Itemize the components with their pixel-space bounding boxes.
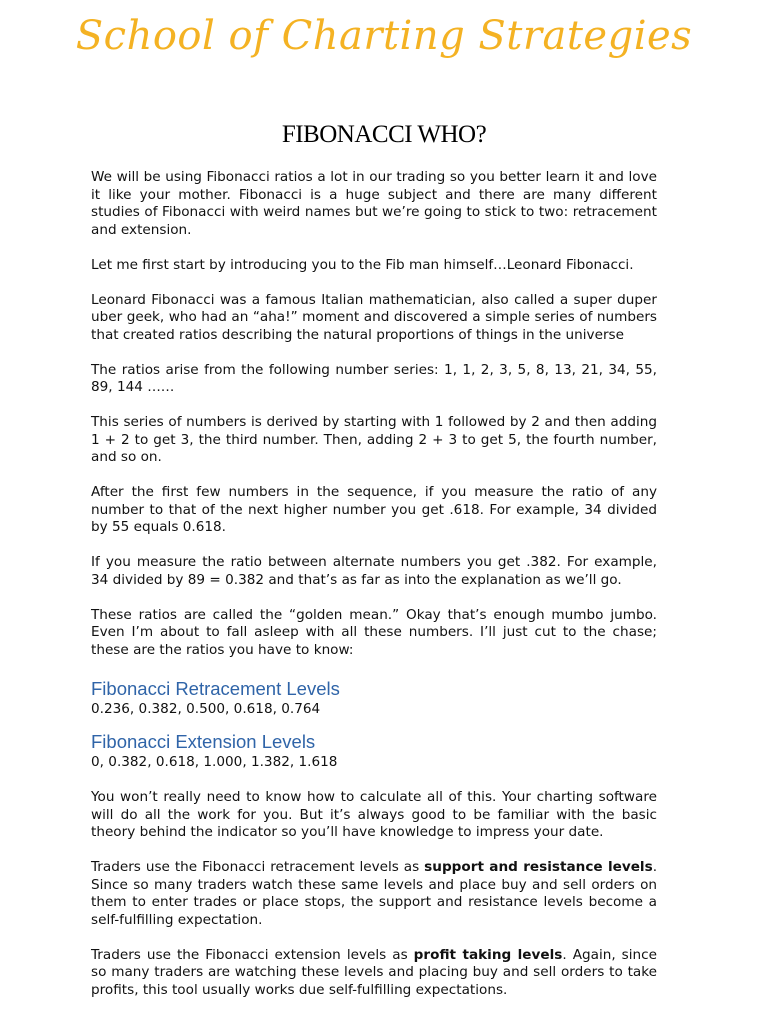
ratio-382-paragraph: If you measure the ratio between alternate numbers you get .382. For example, 34 divided by 89 = 0.382 and that’s as far as into the explanation as we’ll go. xyxy=(91,554,657,588)
retracement-levels: 0.236, 0.382, 0.500, 0.618, 0.764 xyxy=(91,700,321,717)
retracement-use-text-before: Traders use the Fibonacci retracement levels as xyxy=(91,859,425,875)
golden-mean-paragraph: These ratios are called the “golden mean.” Okay that’s enough mumbo jumbo. Even I’m about to fall asleep with all these numbers. I’ll just cut to the chase; these are the ratios you have to know: xyxy=(91,606,657,658)
series-derivation-paragraph: This series of numbers is derived by starting with 1 followed by 2 and then adding 1 + 2 to get 3, the third number. Then, adding 2 + 3 to get 5, the fourth number, and so on. xyxy=(91,414,657,465)
extension-heading: Fibonacci Extension Levels xyxy=(91,731,316,752)
extension-use-paragraph xyxy=(91,947,657,1000)
software-paragraph: You won’t really need to know how to calculate all of this. Your charting software will do all the work for you. But it’s always good to be familiar with the basic theory behind the indicator so you’ll have knowledge to impress your date. xyxy=(91,789,657,840)
leonard-paragraph: Leonard Fibonacci was a famous Italian mathematician, also called a super duper uber geek, who had an “aha!” moment and discovered a simple series of numbers that created ratios describing the natural proportions of things in the universe xyxy=(91,291,657,343)
retracement-use-paragraph xyxy=(91,859,657,929)
ratio-618-paragraph: After the first few numbers in the sequence, if you measure the ratio of any number to that of the next higher number you get .618. For example, 34 divided by 55 equals 0.618. xyxy=(91,484,657,535)
article-body xyxy=(91,169,657,1017)
brand-logo: School of Charting Strategies xyxy=(75,13,693,59)
number-series-paragraph: The ratios arise from the following number series: 1, 1, 2, 3, 5, 8, 13, 21, 34, 55, 89, 144 …… xyxy=(91,361,657,395)
extension-levels: 0, 0.382, 0.618, 1.000, 1.382, 1.618 xyxy=(91,754,338,770)
extension-use-emphasis: profit taking levels xyxy=(413,946,563,963)
extension-use-text-after: . Again, since so many traders are watching these levels and placing buy and sell orders to take profits, this tool usually works due self-fulfilling expectations. xyxy=(91,946,657,998)
retracement-heading: Fibonacci Retracement Levels xyxy=(91,677,340,699)
extension-use-text-before: Traders use the Fibonacci extension levels as xyxy=(91,946,414,963)
fib-man-paragraph: Let me first start by introducing you to the Fib man himself…Leonard Fibonacci. xyxy=(91,256,634,273)
retracement-use-emphasis: support and resistance levels xyxy=(424,859,653,875)
page-title: FIBONACCI WHO? xyxy=(281,121,487,148)
intro-paragraph: We will be using Fibonacci ratios a lot in our trading so you better learn it and love it like your mother. Fibonacci is a huge subject and there are many different studies of Fibonacci with weird names but we’re going to stick to two: retracement and extension. xyxy=(91,169,657,238)
retracement-use-text-after: . Since so many traders watch these same levels and place buy and sell orders on them to enter trades or place stops, the support and resistance levels become a self-fulfilling expectation. xyxy=(91,859,658,928)
